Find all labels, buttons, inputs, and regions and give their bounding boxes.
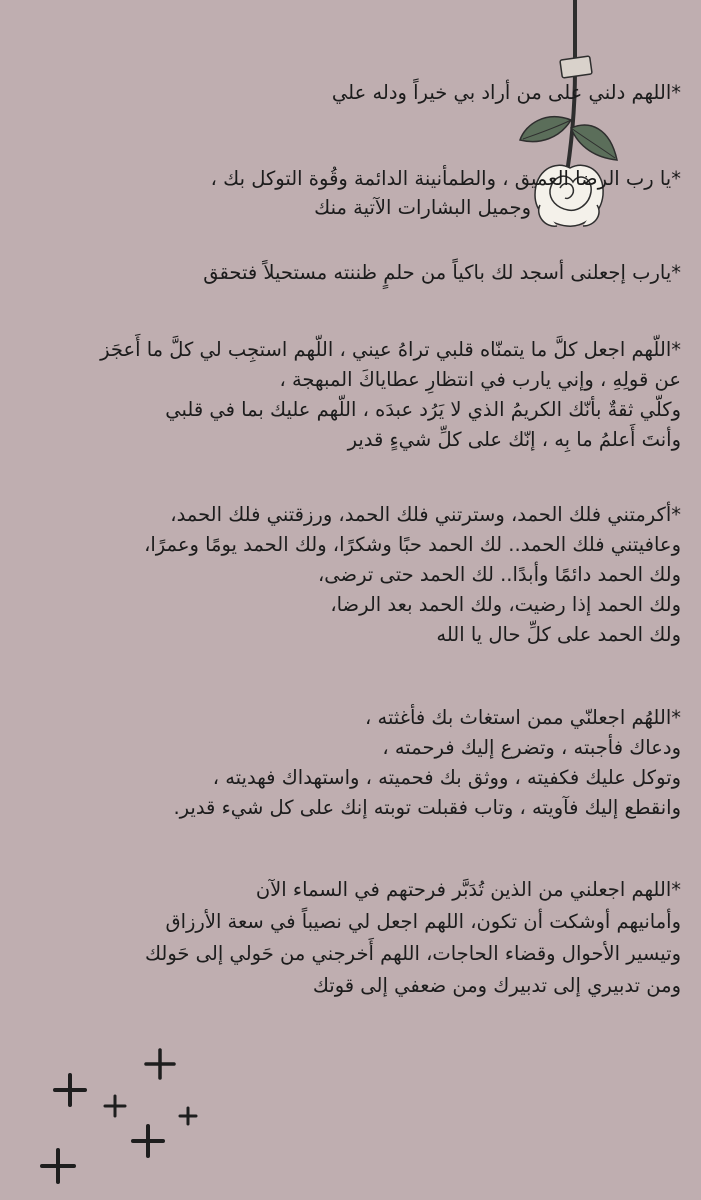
text-line: ودعاك فأجبته ، وتضرع إليك فرحمته ، [382, 736, 681, 759]
text-line: *اللهم اجعلني من الذين تُدَبَّر فرحتهم في السماء الآن [255, 878, 681, 901]
text-line: وتيسير الأحوال وقضاء الحاجات، اللهم أَخرجني من حَولي إلى حَولك [144, 942, 681, 965]
prayer-paragraph-7 [41, 874, 681, 1002]
sparkle-icon [133, 1126, 163, 1156]
prayer-paragraph-4 [41, 335, 681, 455]
text-line: وعافيتني فلك الحمد.. لك الحمد حبًا وشكرًا، ولك الحمد يومًا وعمرًا، [144, 533, 681, 556]
sparkle-icon [55, 1075, 85, 1105]
text-line: ولك الحمد دائمًا وأبدًا.. لك الحمد حتى ترضى، [317, 563, 681, 586]
sparkle-icon [42, 1150, 74, 1182]
text-line: ولك الحمد إذا رضيت، ولك الحمد بعد الرضا، [330, 593, 681, 616]
text-line: ولك الحمد على كلِّ حال يا الله [436, 623, 681, 646]
prayer-paragraph-1 [41, 78, 681, 107]
sparkle-icons [30, 1040, 230, 1200]
text-line: *اللهم دلني على من أراد بي خيراً ودله علي [331, 81, 681, 104]
sparkle-icon [146, 1050, 174, 1078]
prayer-paragraph-5 [41, 500, 681, 650]
text-line: وانقطع إليك فآويته ، وتاب فقبلت توبته إنك على كل شيء قدير. [173, 796, 681, 819]
text-line: وجميل البشارات الآتية منك [314, 196, 531, 219]
text-line: وكلّي ثقةٌ بأنّك الكريمُ الذي لا يَرُد عبدَه ، اللّهم عليك بما في قلبي [165, 398, 681, 421]
prayer-paragraph-6 [41, 703, 681, 823]
text-line: *اللّهم اجعل كلَّ ما يتمنّاه قلبي تراهُ عيني ، اللّهم استجِب لي كلَّ ما أَعجَز [100, 338, 681, 361]
text-line: عن قولِهِ ، وإني يارب في انتظارِ عطاياكَ المبهجة ، [279, 368, 681, 391]
text-line: وأمانيهم أوشكت أن تكون، اللهم اجعل لي نصيباً في سعة الأرزاق [165, 910, 681, 933]
text-line: ومن تدبيري إلى تدبيرك ومن ضعفي إلى قوتك [312, 974, 681, 997]
prayer-paragraph-3 [41, 258, 681, 287]
prayer-paragraph-2 [41, 164, 681, 222]
text-line: *يارب إجعلنى أسجد لك باكياً من حلمٍ ظننته مستحيلاً فتحقق [203, 261, 681, 284]
sparkle-icon [180, 1108, 196, 1124]
text-line: وتوكل عليك فكفيته ، ووثق بك فحميته ، واستهداك فهديته ، [212, 766, 681, 789]
text-line: وأنتَ أَعلمُ ما بِه ، إنّك على كلِّ شيءٍ قدير [347, 428, 681, 451]
text-line: *اللهُم اجعلنّي ممن استغاث بك فأغثته ، [365, 706, 681, 729]
text-line: *أكرمتني فلك الحمد، وسترتني فلك الحمد، ورزقتني فلك الحمد، [170, 503, 681, 526]
sparkle-icon [105, 1096, 125, 1116]
text-line: *يا رب الرضا العميق ، والطمأنينة الدائمة وقُوة التوكل بك ، [210, 167, 681, 190]
